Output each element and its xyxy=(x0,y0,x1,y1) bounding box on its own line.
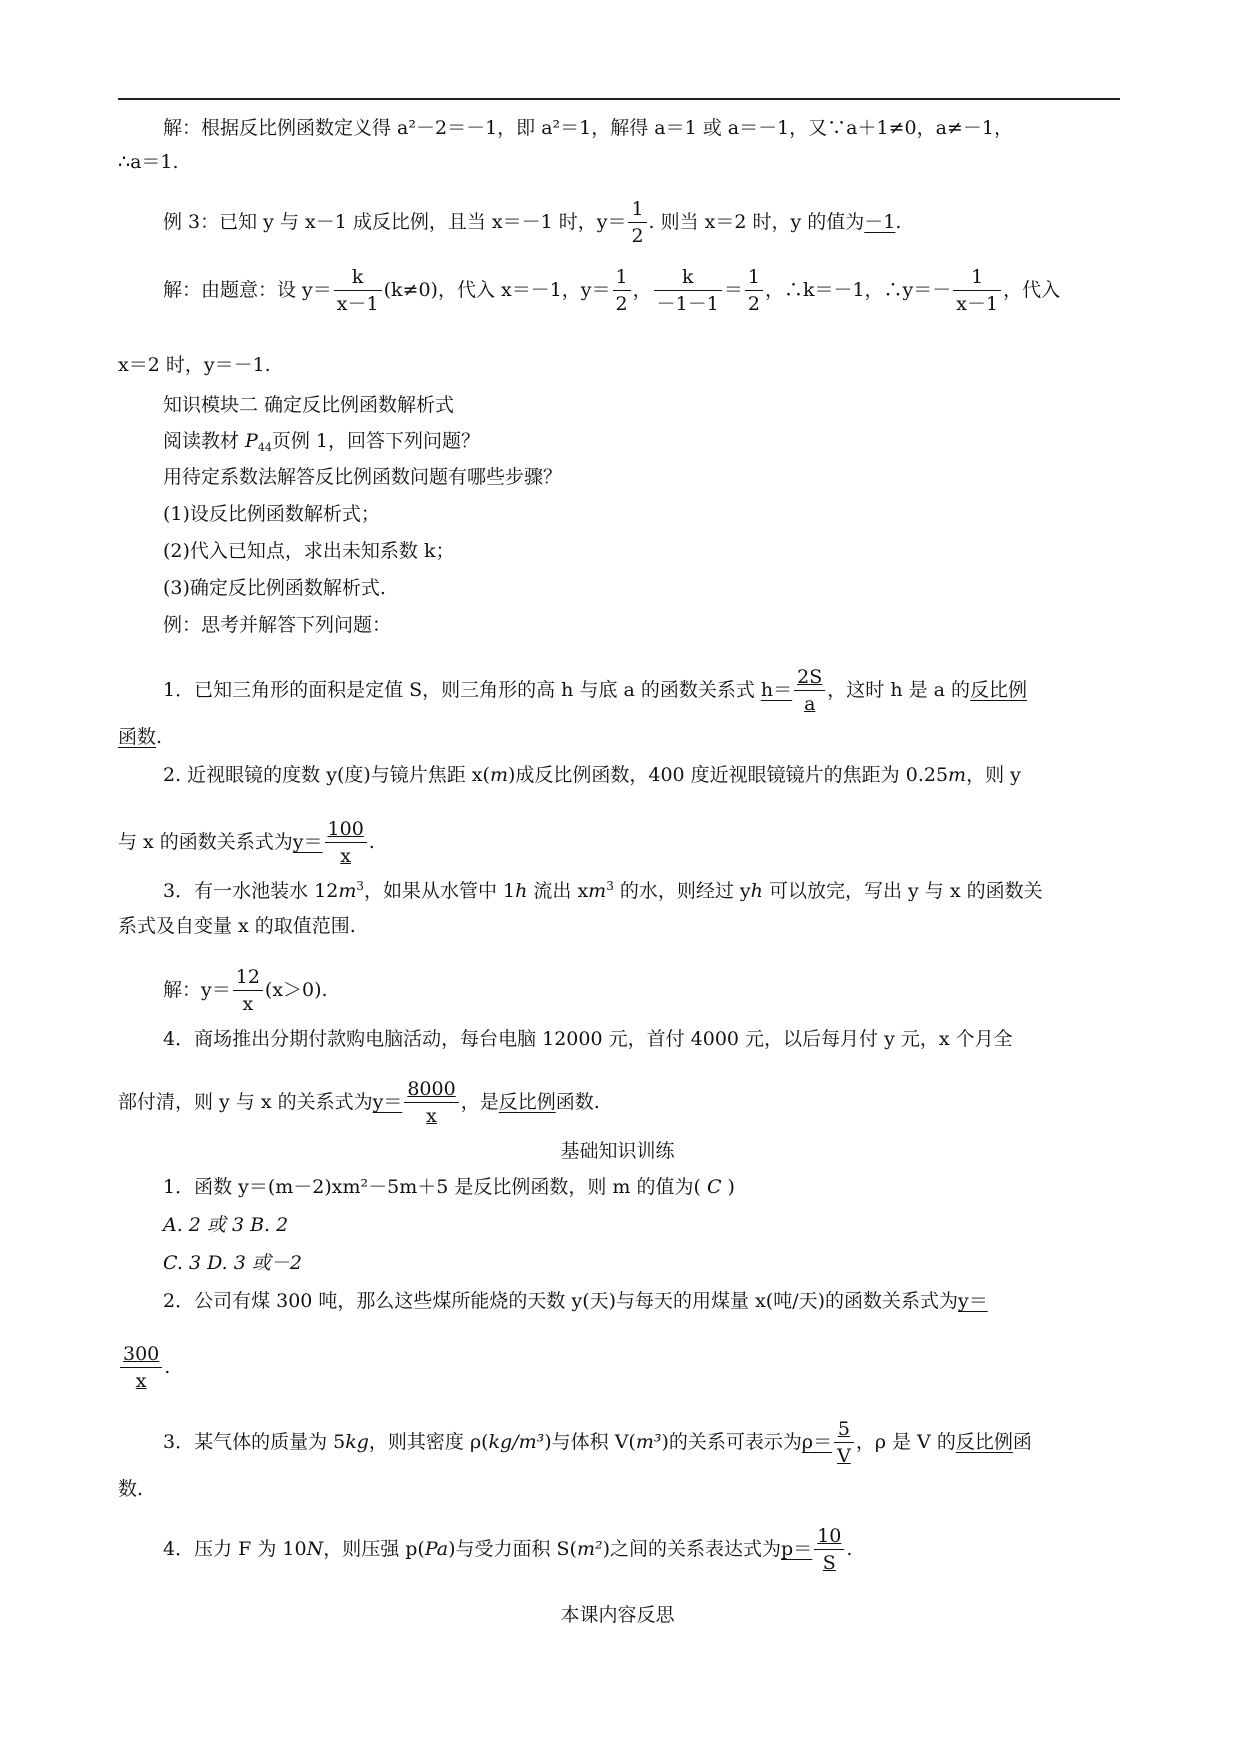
text: . xyxy=(846,1538,853,1560)
denominator: 2 xyxy=(615,293,628,315)
text: ，这时 h 是 a 的 xyxy=(827,679,971,701)
fraction xyxy=(654,268,722,314)
numerator: 1 xyxy=(953,268,1001,291)
numerator: k xyxy=(334,268,382,291)
fraction xyxy=(834,1420,854,1466)
unit: h xyxy=(750,880,763,902)
text: 与 x 的函数关系式为 xyxy=(118,831,293,853)
fraction xyxy=(953,268,1001,314)
fraction xyxy=(814,1527,844,1573)
text: 解：y＝ xyxy=(163,979,231,1001)
fraction xyxy=(794,668,825,714)
unit: m³ xyxy=(635,1431,662,1453)
problem1-line2 xyxy=(118,724,162,750)
denominator: x xyxy=(135,1370,147,1392)
fraction xyxy=(334,268,382,314)
numerator: k xyxy=(654,268,722,291)
text: . xyxy=(368,831,375,853)
text: ，则压强 p( xyxy=(323,1538,425,1560)
page-number: 44 xyxy=(257,441,272,454)
example3-solution-line1 xyxy=(163,268,1060,314)
page-letter: P xyxy=(245,430,258,452)
ex2-solution-line2: ∴a＝1. xyxy=(118,151,179,173)
text: (x＞0). xyxy=(264,979,328,1001)
denominator: a xyxy=(804,693,816,715)
text: 页例 1，回答下列问题？ xyxy=(271,430,480,452)
text: 4．压力 F 为 10 xyxy=(163,1538,307,1560)
text: . xyxy=(164,1356,171,1378)
answer-blank: 函数 xyxy=(118,726,157,748)
text: 部付清，则 y 与 x 的关系式为 xyxy=(118,1091,373,1113)
numerator: 5 xyxy=(834,1420,854,1443)
text: 1．已知三角形的面积是定值 S，则三角形的高 h 与底 a 的函数关系式 xyxy=(163,679,761,701)
unit: N xyxy=(306,1538,324,1560)
unit: kg/m³ xyxy=(488,1431,545,1453)
top-rule xyxy=(118,98,1120,100)
answer-blank: y＝ xyxy=(292,831,323,853)
answer-blank: 反比例 xyxy=(955,1431,1013,1453)
answer-blank: p＝ xyxy=(781,1538,813,1560)
example-intro: 例：思考并解答下列问题： xyxy=(163,614,392,636)
numerator: 10 xyxy=(814,1527,844,1550)
unit: m² xyxy=(576,1538,603,1560)
text: ，则其密度 ρ( xyxy=(368,1431,489,1453)
denominator: 2 xyxy=(747,293,760,315)
superscript: 3 xyxy=(356,879,364,893)
text: ＝ xyxy=(723,279,743,301)
superscript: 3 xyxy=(606,879,614,893)
unit: m xyxy=(588,880,607,902)
section-heading: 基础知识训练 xyxy=(560,1140,675,1162)
step-2: (2)代入已知点，求出未知系数 k； xyxy=(163,540,455,562)
unit: m xyxy=(489,764,508,786)
fraction xyxy=(628,200,646,246)
text: 3．某气体的质量为 5 xyxy=(163,1431,346,1453)
text: 2．公司有煤 300 吨，那么这些煤所能烧的天数 y(天)与每天的用煤量 x(吨/天)的函数关系式为 xyxy=(163,1290,959,1312)
numerator: 12 xyxy=(233,968,263,991)
denominator: V xyxy=(837,1445,851,1467)
denominator: x xyxy=(242,993,254,1015)
denominator: x xyxy=(340,845,352,867)
denominator: －1－1 xyxy=(656,293,719,315)
fraction xyxy=(613,268,631,314)
text: 的水，则经过 y xyxy=(613,880,751,902)
module2-question: 用待定系数法解答反比例函数问题有哪些步骤？ xyxy=(163,466,563,488)
text: )成反比例函数，400 度近视眼镜镜片的焦距为 0.25 xyxy=(507,764,949,786)
text: ，∴k＝－1，∴y＝－ xyxy=(764,279,952,301)
training-q3-line2: 数. xyxy=(118,1478,144,1500)
answer-blank: ρ＝ xyxy=(801,1431,833,1453)
answer-blank: 反比例 xyxy=(970,679,1028,701)
unit: m xyxy=(338,880,357,902)
text: ，则 y xyxy=(966,764,1021,786)
text: ，ρ 是 V 的 xyxy=(855,1431,956,1453)
text: 2. 近视眼镜的度数 y(度)与镜片焦距 x( xyxy=(163,764,490,786)
denominator: x xyxy=(426,1105,437,1127)
denominator: 2 xyxy=(631,225,644,247)
training-q2-line1 xyxy=(163,1288,988,1314)
step-1: (1)设反比例函数解析式； xyxy=(163,503,380,525)
text: )与受力面积 S( xyxy=(448,1538,577,1560)
numerator: 1 xyxy=(628,200,646,223)
unit: m xyxy=(948,764,967,786)
numerator: 100 xyxy=(325,820,367,843)
text: . xyxy=(895,211,902,233)
training-q1-options-ab: A. 2 或 3 B. 2 xyxy=(163,1214,289,1236)
text: (k≠0)，代入 x＝－1，y＝ xyxy=(383,279,611,301)
denominator: x－1 xyxy=(956,293,999,315)
problem3-solution xyxy=(163,968,328,1014)
text: 可以放完，写出 y 与 x 的函数关 xyxy=(762,880,1043,902)
problem4-line2 xyxy=(118,1080,600,1126)
unit: Pa xyxy=(424,1538,449,1560)
numerator: 8000 xyxy=(404,1080,458,1103)
training-q4 xyxy=(163,1527,852,1573)
text: 1．函数 y＝(m－2)xm²－5m＋5 是反比例函数，则 m 的值为( xyxy=(163,1176,707,1198)
numerator: 1 xyxy=(745,268,763,291)
text: . xyxy=(156,726,163,748)
answer-blank: －1 xyxy=(864,211,896,233)
text: 函数. xyxy=(555,1091,600,1113)
problem3-line1 xyxy=(163,878,1043,904)
answer-blank: h＝ xyxy=(760,679,793,701)
training-q3-line1 xyxy=(163,1420,1032,1466)
text: ，代入 xyxy=(1003,279,1061,301)
fraction xyxy=(745,268,763,314)
unit: kg xyxy=(345,1431,369,1453)
text: ， xyxy=(632,279,652,301)
numerator: 300 xyxy=(120,1345,162,1368)
reflection-heading: 本课内容反思 xyxy=(560,1604,675,1626)
text: )之间的关系表达式为 xyxy=(602,1538,782,1560)
text: ，如果从水管中 1 xyxy=(363,880,516,902)
fraction xyxy=(404,1080,458,1126)
module2-title: 知识模块二 确定反比例函数解析式 xyxy=(163,394,455,416)
unit: h xyxy=(515,880,528,902)
read-textbook xyxy=(163,428,480,454)
denominator: x－1 xyxy=(336,293,379,315)
training-q2-line2 xyxy=(118,1345,170,1391)
text: 流出 x xyxy=(527,880,589,902)
step-3: (3)确定反比例函数解析式. xyxy=(163,577,386,599)
text: ) xyxy=(721,1176,735,1198)
problem2-line2 xyxy=(118,820,375,866)
text: 例 3：已知 y 与 x－1 成反比例，且当 x＝－1 时，y＝ xyxy=(163,211,627,233)
fraction xyxy=(233,968,263,1014)
numerator: 2S xyxy=(794,668,825,691)
problem4-line1: 4．商场推出分期付款购电脑活动，每台电脑 12000 元，首付 4000 元，以后每月付 y 元，x 个月全 xyxy=(163,1028,1013,1050)
text: )与体积 V( xyxy=(544,1431,636,1453)
problem1-line1 xyxy=(163,668,1027,714)
problem3-line2: 系式及自变量 x 的取值范围. xyxy=(118,915,356,937)
training-q1 xyxy=(163,1174,735,1200)
answer: C xyxy=(706,1176,722,1198)
training-q1-options-cd: C. 3 D. 3 或－2 xyxy=(163,1252,302,1274)
numerator: 1 xyxy=(613,268,631,291)
answer-blank: y＝ xyxy=(958,1290,988,1312)
text: 阅读教材 xyxy=(163,430,246,452)
text: . 则当 x＝2 时，y 的值为 xyxy=(648,211,865,233)
example3-solution-line2: x＝2 时，y＝－1. xyxy=(118,354,271,376)
problem2-line1 xyxy=(163,762,1021,788)
text: 解：由题意：设 y＝ xyxy=(163,279,332,301)
text: 函 xyxy=(1012,1431,1032,1453)
fraction xyxy=(325,820,367,866)
fraction xyxy=(120,1345,162,1391)
text: ，是 xyxy=(460,1091,499,1113)
text: 3．有一水池装水 12 xyxy=(163,880,339,902)
text: )的关系可表示为 xyxy=(661,1431,802,1453)
ex2-solution-line1: 解：根据反比例函数定义得 a²－2＝－1，即 a²＝1，解得 a＝1 或 a＝－1，又∵a＋1≠0，a≠－1， xyxy=(163,117,1013,139)
denominator: S xyxy=(822,1552,836,1574)
answer-blank: y＝ xyxy=(372,1091,403,1113)
answer-blank: 反比例 xyxy=(498,1091,556,1113)
example3-question xyxy=(163,200,901,246)
